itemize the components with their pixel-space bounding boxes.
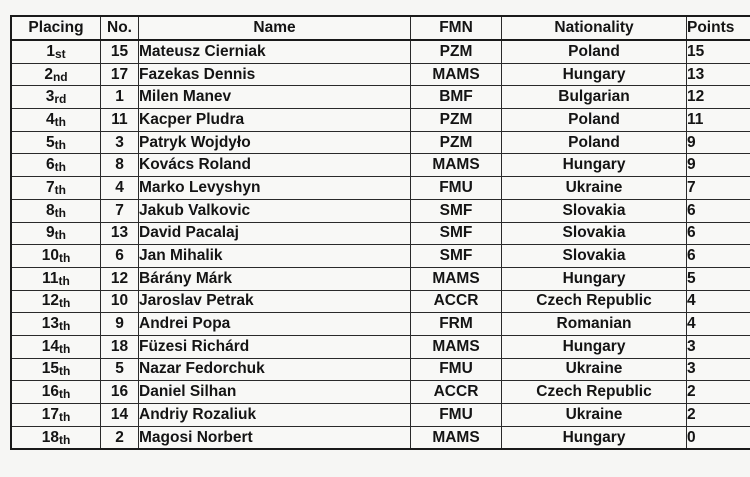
nationality-cell: Czech Republic [502,381,687,404]
points-cell: 4 [687,313,750,336]
placing-cell [11,177,101,200]
table-row [11,358,750,381]
nationality-cell: Slovakia [502,199,687,222]
rider-name-cell: Füzesi Richárd [139,335,411,358]
rider-number-cell: 8 [101,154,139,177]
fmn-cell: FMU [411,358,502,381]
placing-suffix: th [58,296,71,311]
fmn-cell: SMF [411,199,502,222]
nationality-cell: Hungary [502,154,687,177]
placing-number: 13 [41,315,59,333]
rider-number-cell: 10 [101,290,139,313]
rider-name-cell: Mateusz Cierniak [139,40,411,63]
rider-name-cell: Jan Mihalik [139,245,411,268]
nationality-cell: Poland [502,131,687,154]
header-row [11,16,750,40]
header-name: Name [139,16,411,40]
placing-suffix: rd [54,92,67,107]
placing-cell [11,63,101,86]
nationality-cell: Slovakia [502,222,687,245]
points-cell: 2 [687,381,750,404]
table-row [11,267,750,290]
placing-suffix: th [58,273,70,288]
fmn-cell: MAMS [411,426,502,449]
rider-name-cell: Jaroslav Petrak [139,290,411,313]
table-row [11,177,750,200]
placing-number: 4 [46,110,55,128]
table-row [11,199,750,222]
fmn-cell: FMU [411,404,502,427]
rider-number-cell: 12 [101,267,139,290]
placing-suffix: th [54,228,66,243]
placing-suffix: th [54,160,66,175]
placing-cell [11,40,101,63]
nationality-cell: Hungary [502,335,687,358]
placing-number: 14 [41,337,59,355]
fmn-cell: MAMS [411,267,502,290]
placing-number: 16 [41,383,59,401]
rider-number-cell: 2 [101,426,139,449]
table-row [11,109,750,132]
rider-number-cell: 5 [101,358,139,381]
placing-cell [11,335,101,358]
table-row [11,40,750,63]
placing-suffix: th [58,319,71,334]
placing-cell [11,245,101,268]
placing-number: 8 [46,201,55,219]
placing-suffix: st [54,46,66,61]
rider-number-cell: 11 [101,109,139,132]
placing-suffix: th [54,182,66,197]
placing-suffix: th [54,205,66,220]
header-no: No. [101,16,139,40]
nationality-cell: Hungary [502,63,687,86]
placing-cell [11,222,101,245]
rider-name-cell: David Pacalaj [139,222,411,245]
rider-number-cell: 9 [101,313,139,336]
rider-number-cell: 1 [101,86,139,109]
points-cell: 3 [687,358,750,381]
rider-name-cell: Magosi Norbert [139,426,411,449]
fmn-cell: BMF [411,86,502,109]
nationality-cell: Slovakia [502,245,687,268]
rider-number-cell: 4 [101,177,139,200]
placing-number: 1 [46,42,55,60]
placing-cell [11,199,101,222]
rider-number-cell: 18 [101,335,139,358]
points-cell: 2 [687,404,750,427]
placing-cell [11,109,101,132]
placing-number: 6 [46,156,55,174]
placing-cell [11,86,101,109]
rider-name-cell: Marko Levyshyn [139,177,411,200]
placing-number: 11 [42,269,59,287]
nationality-cell: Ukraine [502,404,687,427]
placing-cell [11,267,101,290]
table-row [11,290,750,313]
results-table [10,15,750,450]
placing-suffix: th [58,364,71,379]
placing-number: 7 [46,178,55,196]
placing-number: 12 [41,292,59,310]
fmn-cell: PZM [411,131,502,154]
placing-suffix: th [58,432,71,447]
rider-name-cell: Daniel Silhan [139,381,411,404]
placing-suffix: th [54,114,66,129]
points-cell: 3 [687,335,750,358]
rider-name-cell: Milen Manev [139,86,411,109]
rider-number-cell: 6 [101,245,139,268]
points-cell: 13 [687,63,750,86]
header-fmn: FMN [411,16,502,40]
nationality-cell: Ukraine [502,177,687,200]
placing-cell [11,404,101,427]
placing-number: 17 [41,405,59,423]
fmn-cell: SMF [411,222,502,245]
nationality-cell: Bulgarian [502,86,687,109]
placing-suffix: th [58,387,71,402]
fmn-cell: ACCR [411,381,502,404]
fmn-cell: FMU [411,177,502,200]
rider-name-cell: Kacper Pludra [139,109,411,132]
placing-number: 5 [46,133,55,151]
placing-number: 2 [44,65,53,83]
rider-name-cell: Patryk Wojdyło [139,131,411,154]
placing-suffix: th [58,409,71,424]
rider-number-cell: 14 [101,404,139,427]
results-sheet [10,15,750,450]
header-placing: Placing [11,16,101,40]
points-cell: 11 [687,109,750,132]
points-cell: 4 [687,290,750,313]
points-cell: 15 [687,40,750,63]
nationality-cell: Hungary [502,267,687,290]
header-points: Points [687,16,750,40]
points-cell: 6 [687,222,750,245]
placing-suffix: th [58,341,71,356]
table-row [11,245,750,268]
table-row [11,131,750,154]
nationality-cell: Czech Republic [502,290,687,313]
points-cell: 5 [687,267,750,290]
table-row [11,426,750,449]
points-cell: 7 [687,177,750,200]
table-row [11,335,750,358]
placing-number: 3 [45,88,55,106]
points-cell: 6 [687,199,750,222]
placing-number: 10 [41,247,59,265]
points-cell: 12 [687,86,750,109]
table-row [11,381,750,404]
placing-number: 15 [41,360,59,378]
points-cell: 6 [687,245,750,268]
placing-cell [11,381,101,404]
table-row [11,313,750,336]
rider-number-cell: 17 [101,63,139,86]
nationality-cell: Romanian [502,313,687,336]
rider-name-cell: Nazar Fedorchuk [139,358,411,381]
rider-number-cell: 16 [101,381,139,404]
placing-number: 18 [41,428,59,446]
table-body [11,40,750,449]
rider-name-cell: Fazekas Dennis [139,63,411,86]
rider-name-cell: Kovács Roland [139,154,411,177]
fmn-cell: PZM [411,109,502,132]
nationality-cell: Ukraine [502,358,687,381]
rider-name-cell: Bárány Márk [139,267,411,290]
table-row [11,154,750,177]
placing-suffix: th [58,251,71,266]
table-row [11,222,750,245]
points-cell: 9 [687,154,750,177]
placing-cell [11,313,101,336]
placing-cell [11,290,101,313]
placing-cell [11,358,101,381]
fmn-cell: FRM [411,313,502,336]
rider-name-cell: Jakub Valkovic [139,199,411,222]
fmn-cell: ACCR [411,290,502,313]
nationality-cell: Hungary [502,426,687,449]
placing-cell [11,131,101,154]
header-nationality: Nationality [502,16,687,40]
rider-number-cell: 3 [101,131,139,154]
fmn-cell: PZM [411,40,502,63]
points-cell: 0 [687,426,750,449]
points-cell: 9 [687,131,750,154]
table-row [11,404,750,427]
placing-number: 9 [46,224,55,242]
rider-name-cell: Andriy Rozaliuk [139,404,411,427]
placing-suffix: th [54,137,66,152]
rider-number-cell: 15 [101,40,139,63]
table-row [11,63,750,86]
fmn-cell: SMF [411,245,502,268]
nationality-cell: Poland [502,40,687,63]
placing-cell [11,154,101,177]
rider-name-cell: Andrei Popa [139,313,411,336]
placing-suffix: nd [52,69,68,84]
fmn-cell: MAMS [411,335,502,358]
fmn-cell: MAMS [411,63,502,86]
table-row [11,86,750,109]
rider-number-cell: 13 [101,222,139,245]
table-header [11,16,750,40]
placing-cell [11,426,101,449]
nationality-cell: Poland [502,109,687,132]
rider-number-cell: 7 [101,199,139,222]
fmn-cell: MAMS [411,154,502,177]
